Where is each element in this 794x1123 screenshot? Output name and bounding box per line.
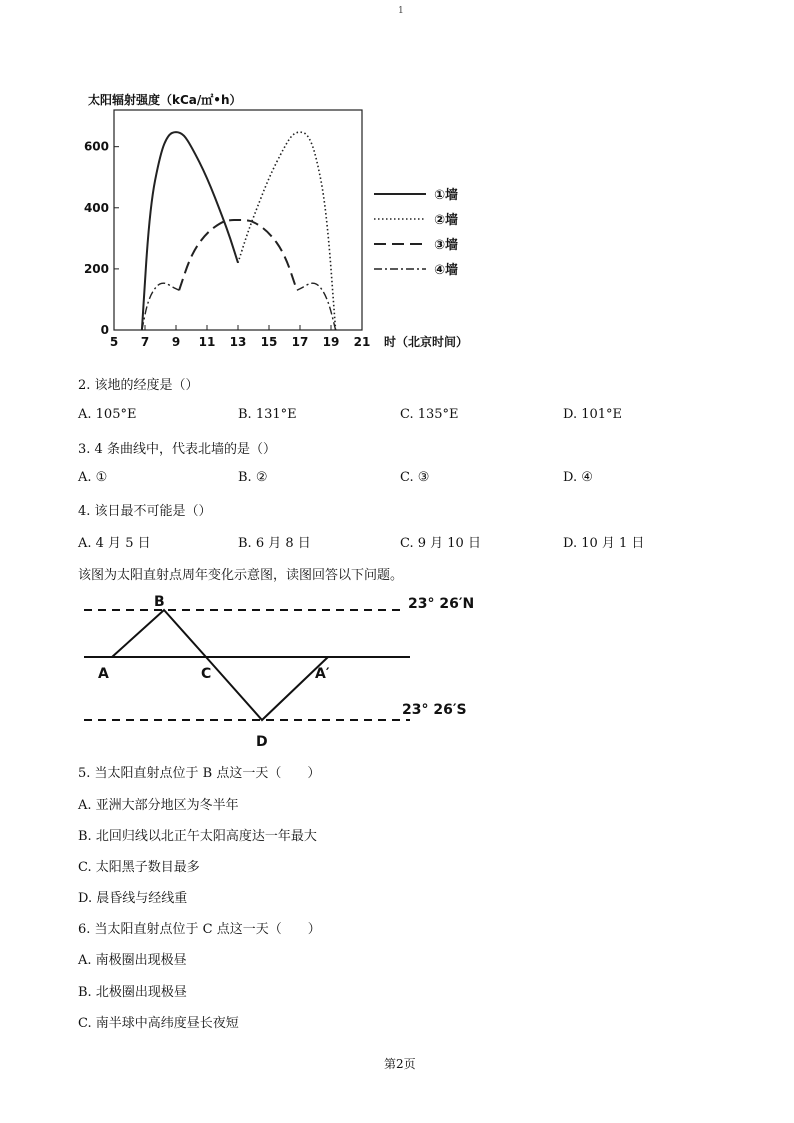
question-2-stem: 2. 该地的经度是（） bbox=[78, 378, 199, 393]
series-line-4 bbox=[297, 283, 336, 330]
sun-direct-point-diagram bbox=[70, 590, 510, 755]
x-tick-label: 17 bbox=[291, 335, 309, 349]
q2-option-b: B. 131°E bbox=[238, 407, 297, 422]
y-tick-label: 600 bbox=[83, 139, 109, 154]
chart-title: 太阳辐射强度（kCa/㎡•h） bbox=[88, 93, 242, 107]
diagram-intro: 该图为太阳直射点周年变化示意图，读图回答以下问题。 bbox=[78, 568, 404, 583]
q3-option-d: D. ④ bbox=[563, 470, 593, 485]
question-5-stem: 5. 当太阳直射点位于 B 点这一天（ ） bbox=[78, 766, 321, 781]
q5-option-b: B. 北回归线以北正午太阳高度达一年最大 bbox=[78, 829, 317, 844]
sun-path-line bbox=[112, 610, 328, 720]
series-line-2 bbox=[238, 132, 336, 330]
x-axis-unit: 时（北京时间） bbox=[384, 335, 469, 349]
q3-option-c: C. ③ bbox=[400, 470, 430, 485]
point-c-label: C bbox=[201, 666, 212, 682]
series-line-1 bbox=[142, 132, 238, 330]
legend-label-2: ②墙 bbox=[434, 213, 459, 228]
point-d-label: D bbox=[256, 734, 268, 750]
q5-option-d: D. 晨昏线与经线重 bbox=[78, 891, 188, 906]
q2-option-c: C. 135°E bbox=[400, 407, 459, 422]
q4-option-b: B. 6 月 8 日 bbox=[238, 536, 311, 551]
q3-option-a: A. ① bbox=[78, 470, 108, 485]
x-tick-label: 7 bbox=[140, 335, 150, 349]
question-3-stem: 3. 4 条曲线中，代表北墙的是（） bbox=[78, 442, 276, 457]
solar-radiation-chart bbox=[78, 84, 498, 354]
north-tropic-label: 23° 26′N bbox=[408, 596, 475, 612]
page-number: 第2页 bbox=[384, 1057, 416, 1071]
q4-option-a: A. 4 月 5 日 bbox=[78, 536, 151, 551]
y-tick-label: 0 bbox=[100, 323, 109, 337]
q4-option-c: C. 9 月 10 日 bbox=[400, 536, 481, 551]
q3-option-b: B. ② bbox=[238, 470, 268, 485]
y-tick-label: 400 bbox=[83, 200, 109, 215]
y-tick-label: 200 bbox=[83, 261, 109, 276]
x-tick-label: 19 bbox=[322, 335, 340, 349]
q6-option-b: B. 北极圈出现极昼 bbox=[78, 985, 187, 1000]
q2-option-d: D. 101°E bbox=[563, 407, 623, 422]
point-a-prime-label: A′ bbox=[315, 666, 330, 682]
point-a-label: A bbox=[98, 666, 109, 682]
legend-label-1: ①墙 bbox=[434, 188, 459, 203]
x-tick-label: 5 bbox=[109, 335, 119, 349]
page-marker: 1 bbox=[398, 6, 404, 16]
legend bbox=[374, 187, 458, 278]
series-line-3 bbox=[179, 220, 297, 290]
south-tropic-label: 23° 26′S bbox=[402, 702, 467, 718]
x-tick-label: 11 bbox=[198, 335, 216, 349]
q6-option-c: C. 南半球中高纬度昼长夜短 bbox=[78, 1016, 239, 1031]
q2-option-a: A. 105°E bbox=[78, 407, 137, 422]
series-line-4 bbox=[142, 283, 179, 330]
series-layer bbox=[142, 132, 336, 330]
q4-option-d: D. 10 月 1 日 bbox=[563, 536, 645, 551]
x-tick-label: 15 bbox=[260, 335, 278, 349]
x-tick-label: 21 bbox=[353, 335, 371, 349]
point-b-label: B bbox=[154, 594, 165, 610]
legend-label-3: ③墙 bbox=[434, 238, 459, 253]
x-tick-label: 9 bbox=[171, 335, 181, 349]
legend-label-4: ④墙 bbox=[434, 263, 459, 278]
q6-option-a: A. 南极圈出现极昼 bbox=[78, 953, 187, 968]
q5-option-a: A. 亚洲大部分地区为冬半年 bbox=[78, 798, 239, 813]
question-6-stem: 6. 当太阳直射点位于 C 点这一天（ ） bbox=[78, 922, 321, 937]
x-tick-label: 13 bbox=[229, 335, 247, 349]
x-axis-ticks bbox=[110, 325, 371, 349]
q5-option-c: C. 太阳黑子数目最多 bbox=[78, 860, 200, 875]
question-4-stem: 4. 该日最不可能是（） bbox=[78, 504, 212, 519]
